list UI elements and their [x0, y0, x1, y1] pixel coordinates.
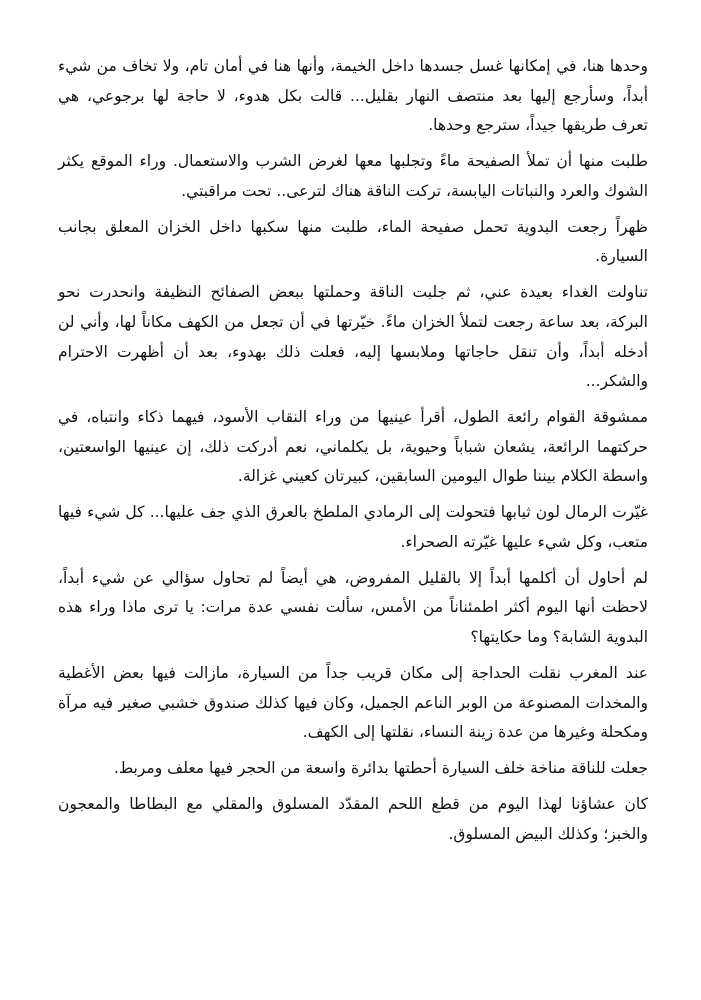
- paragraph: لم أحاول أن أكلمها أبداً إلا بالقليل المفروض، هي أيضاً لم تحاول سؤالي عن شيء أبداً، لاحظت أنها اليوم أكثر اطمئناناً من الأمس، سألت نفسي عدة مرات: يا ترى ماذا وراء هذه البدوية الشابة؟ وما حكايتها؟: [58, 568, 648, 647]
- paragraph: تناولت الغداء بعيدة عني، ثم جلبت الناقة وحملتها ببعض الصفائح النظيفة وانحدرت نحو البركة، بعد ساعة رجعت لتملأ الخزان ماءً. خيّرتها في أن تجعل من الكهف مكاناً لها، وأني لن أدخله أبداً، وأن تنقل حاجاتها وملابسها إليه، فعلت ذلك بهدوء، بعد أن أظهرت الاحترام والشكر...: [58, 283, 648, 391]
- paragraph: ممشوقة القوام رائعة الطول، أقرأ عينيها من وراء النقاب الأسود، فيهما ذكاء وانتباه، في حركتهما الرائعة، يشعان شباباً وحيوية، بل يكلماني، نعم أدركت ذلك، إن عينيها الواسعتين، واسطة الكلام بيننا طوال اليومين السابقين، كبيرتان كعيني غزالة.: [58, 408, 648, 486]
- paragraph: جعلت للناقة مناخة خلف السيارة أحطتها بدائرة واسعة من الحجر فيها معلف ومربط.: [113, 759, 648, 778]
- paragraph: عند المغرب نقلت الحداجة إلى مكان قريب جداً من السيارة، مازالت فيها بعض الأغطية والمخدات المصنوعة من الوبر الناعم الجميل، وكان فيها كذلك صندوق خشبي صغير فيه مرآة ومكحلة وغيرها من عدة زينة النساء، نقلتها إلى الكهف.: [58, 664, 648, 742]
- paragraph: غيّرت الرمال لون ثيابها فتحولت إلى الرمادي الملطخ بالعرق الذي جف عليها... كل شيء فيها متعب، وكل شيء عليها غيّرته الصحراء.: [58, 503, 648, 551]
- body-text: [58, 52, 648, 856]
- paragraph: طلبت منها أن تملأ الصفيحة ماءً وتجلبها معها لغرض الشرب والاستعمال. وراء الموقع يكثر الشوك والعرد والنباتات اليابسة، تركت الناقة هناك لترعى.. تحت مراقبتي.: [58, 152, 648, 200]
- paragraph: وحدها هنا، في إمكانها غسل جسدها داخل الخيمة، وأنها هنا في أمان تام، ولا تخاف من شيء أبداً، وسأرجع إليها بعد منتصف النهار بقليل... قالت بكل هدوء، لا حاجة لها برجوعي، هي تعرف طريقها جيداً، سترجع وحدها.: [58, 57, 648, 135]
- paragraph: كان عشاؤنا لهذا اليوم من قطع اللحم المقدّد المسلوق والمقلي مع البطاطا والمعجون والخبز؛ وكذلك البيض المسلوق.: [58, 795, 648, 843]
- paragraph: ظهراً رجعت البدوية تحمل صفيحة الماء، طلبت منها سكبها داخل الخزان المعلق بجانب السيارة.: [58, 217, 648, 266]
